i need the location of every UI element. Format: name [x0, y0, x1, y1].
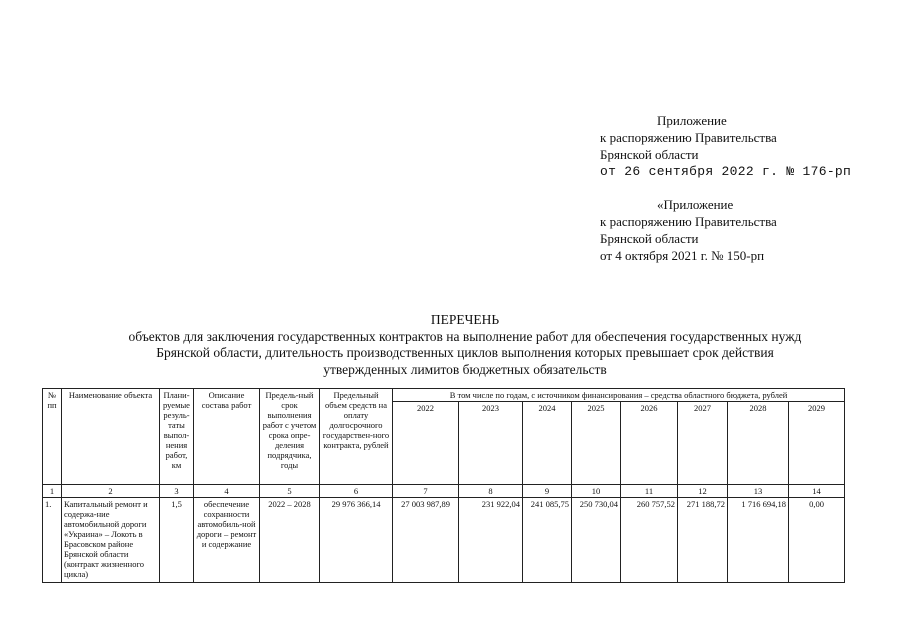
- header-year: 2027: [678, 402, 728, 485]
- row-y2026: 260 757,52: [621, 498, 678, 583]
- header-year: 2026: [621, 402, 678, 485]
- header-description: Описание состава работ: [194, 389, 260, 485]
- header-year: 2023: [459, 402, 523, 485]
- column-number: 8: [459, 485, 523, 498]
- appendix-previous-line3: Брянской области: [600, 231, 699, 246]
- column-number: 1: [43, 485, 62, 498]
- row-description: обеспечение сохранности автомобиль-ной дороги – ремонт и содержание: [194, 498, 260, 583]
- header-year: 2024: [523, 402, 572, 485]
- row-planned: 1,5: [160, 498, 194, 583]
- title-heading: ПЕРЕЧЕНЬ: [430, 312, 500, 327]
- header-num: № пп: [43, 389, 62, 485]
- header-planned: Плани-руемые резуль-таты выпол-нения работ, км: [160, 389, 194, 485]
- appendix-previous-line2: к распоряжению Правительства: [600, 214, 777, 229]
- column-number-row: [43, 485, 845, 498]
- row-y2028: 1 716 694,18: [728, 498, 789, 583]
- column-number: 9: [523, 485, 572, 498]
- column-number: 7: [393, 485, 459, 498]
- appendix-previous-line1: «Приложение: [657, 197, 734, 212]
- appendix-previous: [600, 196, 777, 264]
- header-year: 2028: [728, 402, 789, 485]
- header-year: 2029: [789, 402, 845, 485]
- appendix-current-line1: Приложение: [657, 113, 727, 128]
- row-y2024: 241 085,75: [523, 498, 572, 583]
- table-row: [43, 498, 845, 583]
- column-number: 4: [194, 485, 260, 498]
- header-name: Наименование объекта: [62, 389, 160, 485]
- row-y2029: 0,00: [789, 498, 845, 583]
- row-num: 1.: [43, 498, 62, 583]
- row-name: Капитальный ремонт и содержа-ние автомобильной дороги «Украина» – Локоть в Брасовском районе Брянской области (контракт жизненного цикла): [62, 498, 160, 583]
- row-y2025: 250 730,04: [572, 498, 621, 583]
- title-line1: объектов для заключения государственных контрактов на выполнение работ для обеспечения государственных нужд: [128, 328, 802, 344]
- title-line3: утвержденных лимитов бюджетных обязательств: [323, 361, 607, 377]
- header-year: 2025: [572, 402, 621, 485]
- column-number: 10: [572, 485, 621, 498]
- title-line2: Брянской области, длительность производственных циклов выполнения которых превышает срок действия: [156, 345, 774, 360]
- header-year: 2022: [393, 402, 459, 485]
- header-term: Предель-ный срок выполнения работ с учетом срока опре-деления подрядчика, годы: [260, 389, 320, 485]
- appendix-current: [600, 112, 851, 180]
- column-number: 6: [320, 485, 393, 498]
- objects-table: [42, 388, 845, 583]
- row-limit: 29 976 366,14: [320, 498, 393, 583]
- header-financing: В том числе по годам, с источником финансирования – средства областного бюджета, рублей: [393, 389, 845, 402]
- row-y2027: 271 188,72: [678, 498, 728, 583]
- appendix-current-line2: к распоряжению Правительства: [600, 130, 777, 145]
- appendix-current-line4: от 26 сентября 2022 г. № 176-рп: [600, 164, 852, 179]
- column-number: 3: [160, 485, 194, 498]
- column-number: 12: [678, 485, 728, 498]
- column-number: 5: [260, 485, 320, 498]
- row-y2022: 27 003 987,89: [393, 498, 459, 583]
- column-number: 11: [621, 485, 678, 498]
- row-y2023: 231 922,04: [459, 498, 523, 583]
- row-term: 2022 – 2028: [260, 498, 320, 583]
- appendix-current-line3: Брянской области: [600, 147, 699, 162]
- column-number: 13: [728, 485, 789, 498]
- header-limit: Предельный объем средств на оплату долгосрочного государствен-ного контракта, рублей: [320, 389, 393, 485]
- column-number: 14: [789, 485, 845, 498]
- document-title: [40, 312, 890, 378]
- appendix-previous-line4: от 4 октября 2021 г. № 150-рп: [600, 248, 765, 263]
- column-number: 2: [62, 485, 160, 498]
